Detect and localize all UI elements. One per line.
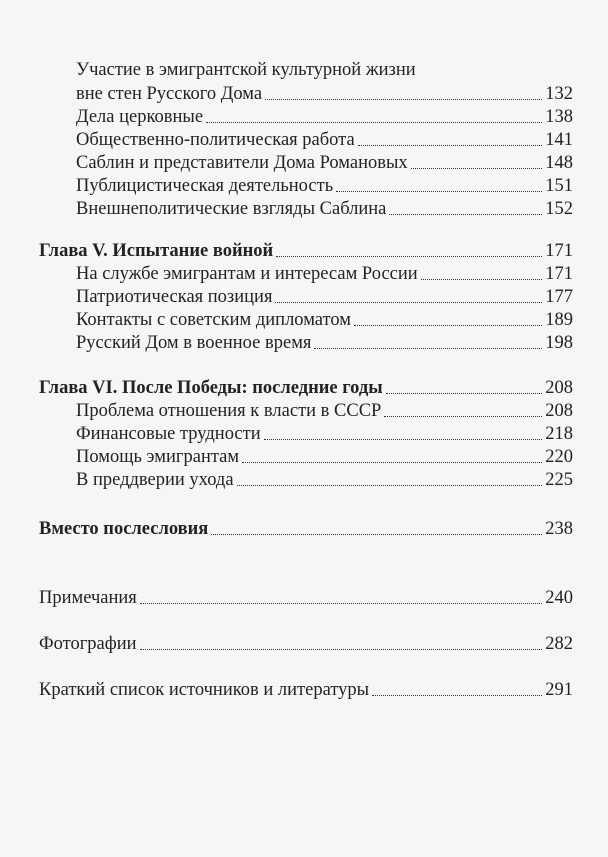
toc-entry-title: Русский Дом в военное время — [76, 333, 312, 353]
toc-entry-patriotic-position — [0, 285, 608, 309]
toc-chapter-title: Глава V. Испытание войной — [39, 241, 274, 261]
dot-leader — [264, 439, 543, 440]
toc-entry-title: Проблема отношения к власти в СССР — [76, 401, 382, 421]
toc-entry-title: Финансовые трудности — [76, 424, 261, 444]
toc-entry-emigrant-help — [0, 445, 608, 469]
dot-leader — [386, 393, 543, 394]
toc-entry-ussr-power — [0, 399, 608, 423]
toc-entry-title: На службе эмигрантам и интересам России — [76, 264, 418, 284]
toc-chapter-title: Краткий список источников и литературы — [39, 680, 370, 700]
toc-entry-title: Дела церковные — [76, 107, 204, 127]
toc-page-number: 208 — [545, 378, 573, 398]
toc-entry-title: В преддверии ухода — [76, 470, 234, 490]
toc-page-number: 208 — [545, 401, 573, 421]
toc-entry-financial-difficulties — [0, 422, 608, 446]
dot-leader — [354, 325, 542, 326]
dot-leader — [358, 145, 543, 146]
toc-entry-church-affairs — [0, 105, 608, 129]
toc-page-number: 171 — [545, 264, 573, 284]
dot-leader — [211, 534, 542, 535]
toc-entry-title: Патриотическая позиция — [76, 287, 273, 307]
dot-leader — [275, 302, 542, 303]
toc-chapter-5 — [0, 239, 608, 263]
dot-leader — [336, 191, 542, 192]
dot-leader — [411, 168, 543, 169]
toc-entry-soviet-diplomat — [0, 308, 608, 332]
toc-entry-journalism — [0, 174, 608, 198]
dot-leader — [237, 485, 543, 486]
toc-page-number: 198 — [545, 333, 573, 353]
toc-page-number: 152 — [545, 199, 573, 219]
toc-page-number: 189 — [545, 310, 573, 330]
toc-page-number: 220 — [545, 447, 573, 467]
toc-page-number: 282 — [545, 634, 573, 654]
dot-leader — [265, 99, 542, 100]
toc-chapter-title: Вместо послесловия — [39, 519, 209, 539]
toc-page-number: 151 — [545, 176, 573, 196]
dot-leader — [314, 348, 542, 349]
toc-page-number: 225 — [545, 470, 573, 490]
toc-photos — [0, 632, 608, 656]
toc-entry-title: Контакты с советским дипломатом — [76, 310, 351, 330]
toc-page-number: 177 — [545, 287, 573, 307]
toc-entry-title: Общественно-политическая работа — [76, 130, 355, 150]
toc-entry-before-departure — [0, 468, 608, 492]
toc-entry-foreign-policy — [0, 197, 608, 221]
dot-leader — [389, 214, 542, 215]
toc-page-number: 138 — [545, 107, 573, 127]
toc-page-number: 238 — [545, 519, 573, 539]
toc-entry-cultural-life-line1 — [0, 58, 608, 82]
dot-leader — [206, 122, 542, 123]
toc-entry-social-political-work — [0, 128, 608, 152]
toc-page-number: 240 — [545, 588, 573, 608]
toc-page-number: 141 — [545, 130, 573, 150]
toc-page-number: 148 — [545, 153, 573, 173]
toc-page-number: 218 — [545, 424, 573, 444]
dot-leader — [140, 603, 542, 604]
dot-leader — [276, 256, 542, 257]
dot-leader — [384, 416, 542, 417]
toc-entry-romanov-house — [0, 151, 608, 175]
toc-entry-title: Внешнеполитические взгляды Саблина — [76, 199, 387, 219]
toc-chapter-title: Примечания — [39, 588, 137, 608]
toc-chapter-title: Глава VI. После Победы: последние годы — [39, 378, 383, 398]
dot-leader — [372, 695, 542, 696]
toc-notes — [0, 586, 608, 610]
toc-sources — [0, 678, 608, 702]
toc-entry-wartime-house — [0, 331, 608, 355]
toc-entry-title: Публицистическая деятельность — [76, 176, 334, 196]
toc-page-number: 291 — [545, 680, 573, 700]
toc-entry-cultural-life — [0, 82, 608, 106]
toc-entry-title: Участие в эмигрантской культурной жизни — [76, 60, 416, 80]
toc-chapter-title: Фотографии — [39, 634, 137, 654]
dot-leader — [242, 462, 542, 463]
toc-page-number: 132 — [545, 84, 573, 104]
toc-entry-title: Помощь эмигрантам — [76, 447, 240, 467]
toc-entry-serving-emigrants — [0, 262, 608, 286]
toc-chapter-6 — [0, 376, 608, 400]
toc-entry-title: вне стен Русского Дома — [76, 84, 263, 104]
dot-leader — [140, 649, 543, 650]
toc-afterword — [0, 517, 608, 541]
dot-leader — [421, 279, 543, 280]
toc-page-number: 171 — [545, 241, 573, 261]
toc-entry-title: Саблин и представители Дома Романовых — [76, 153, 408, 173]
